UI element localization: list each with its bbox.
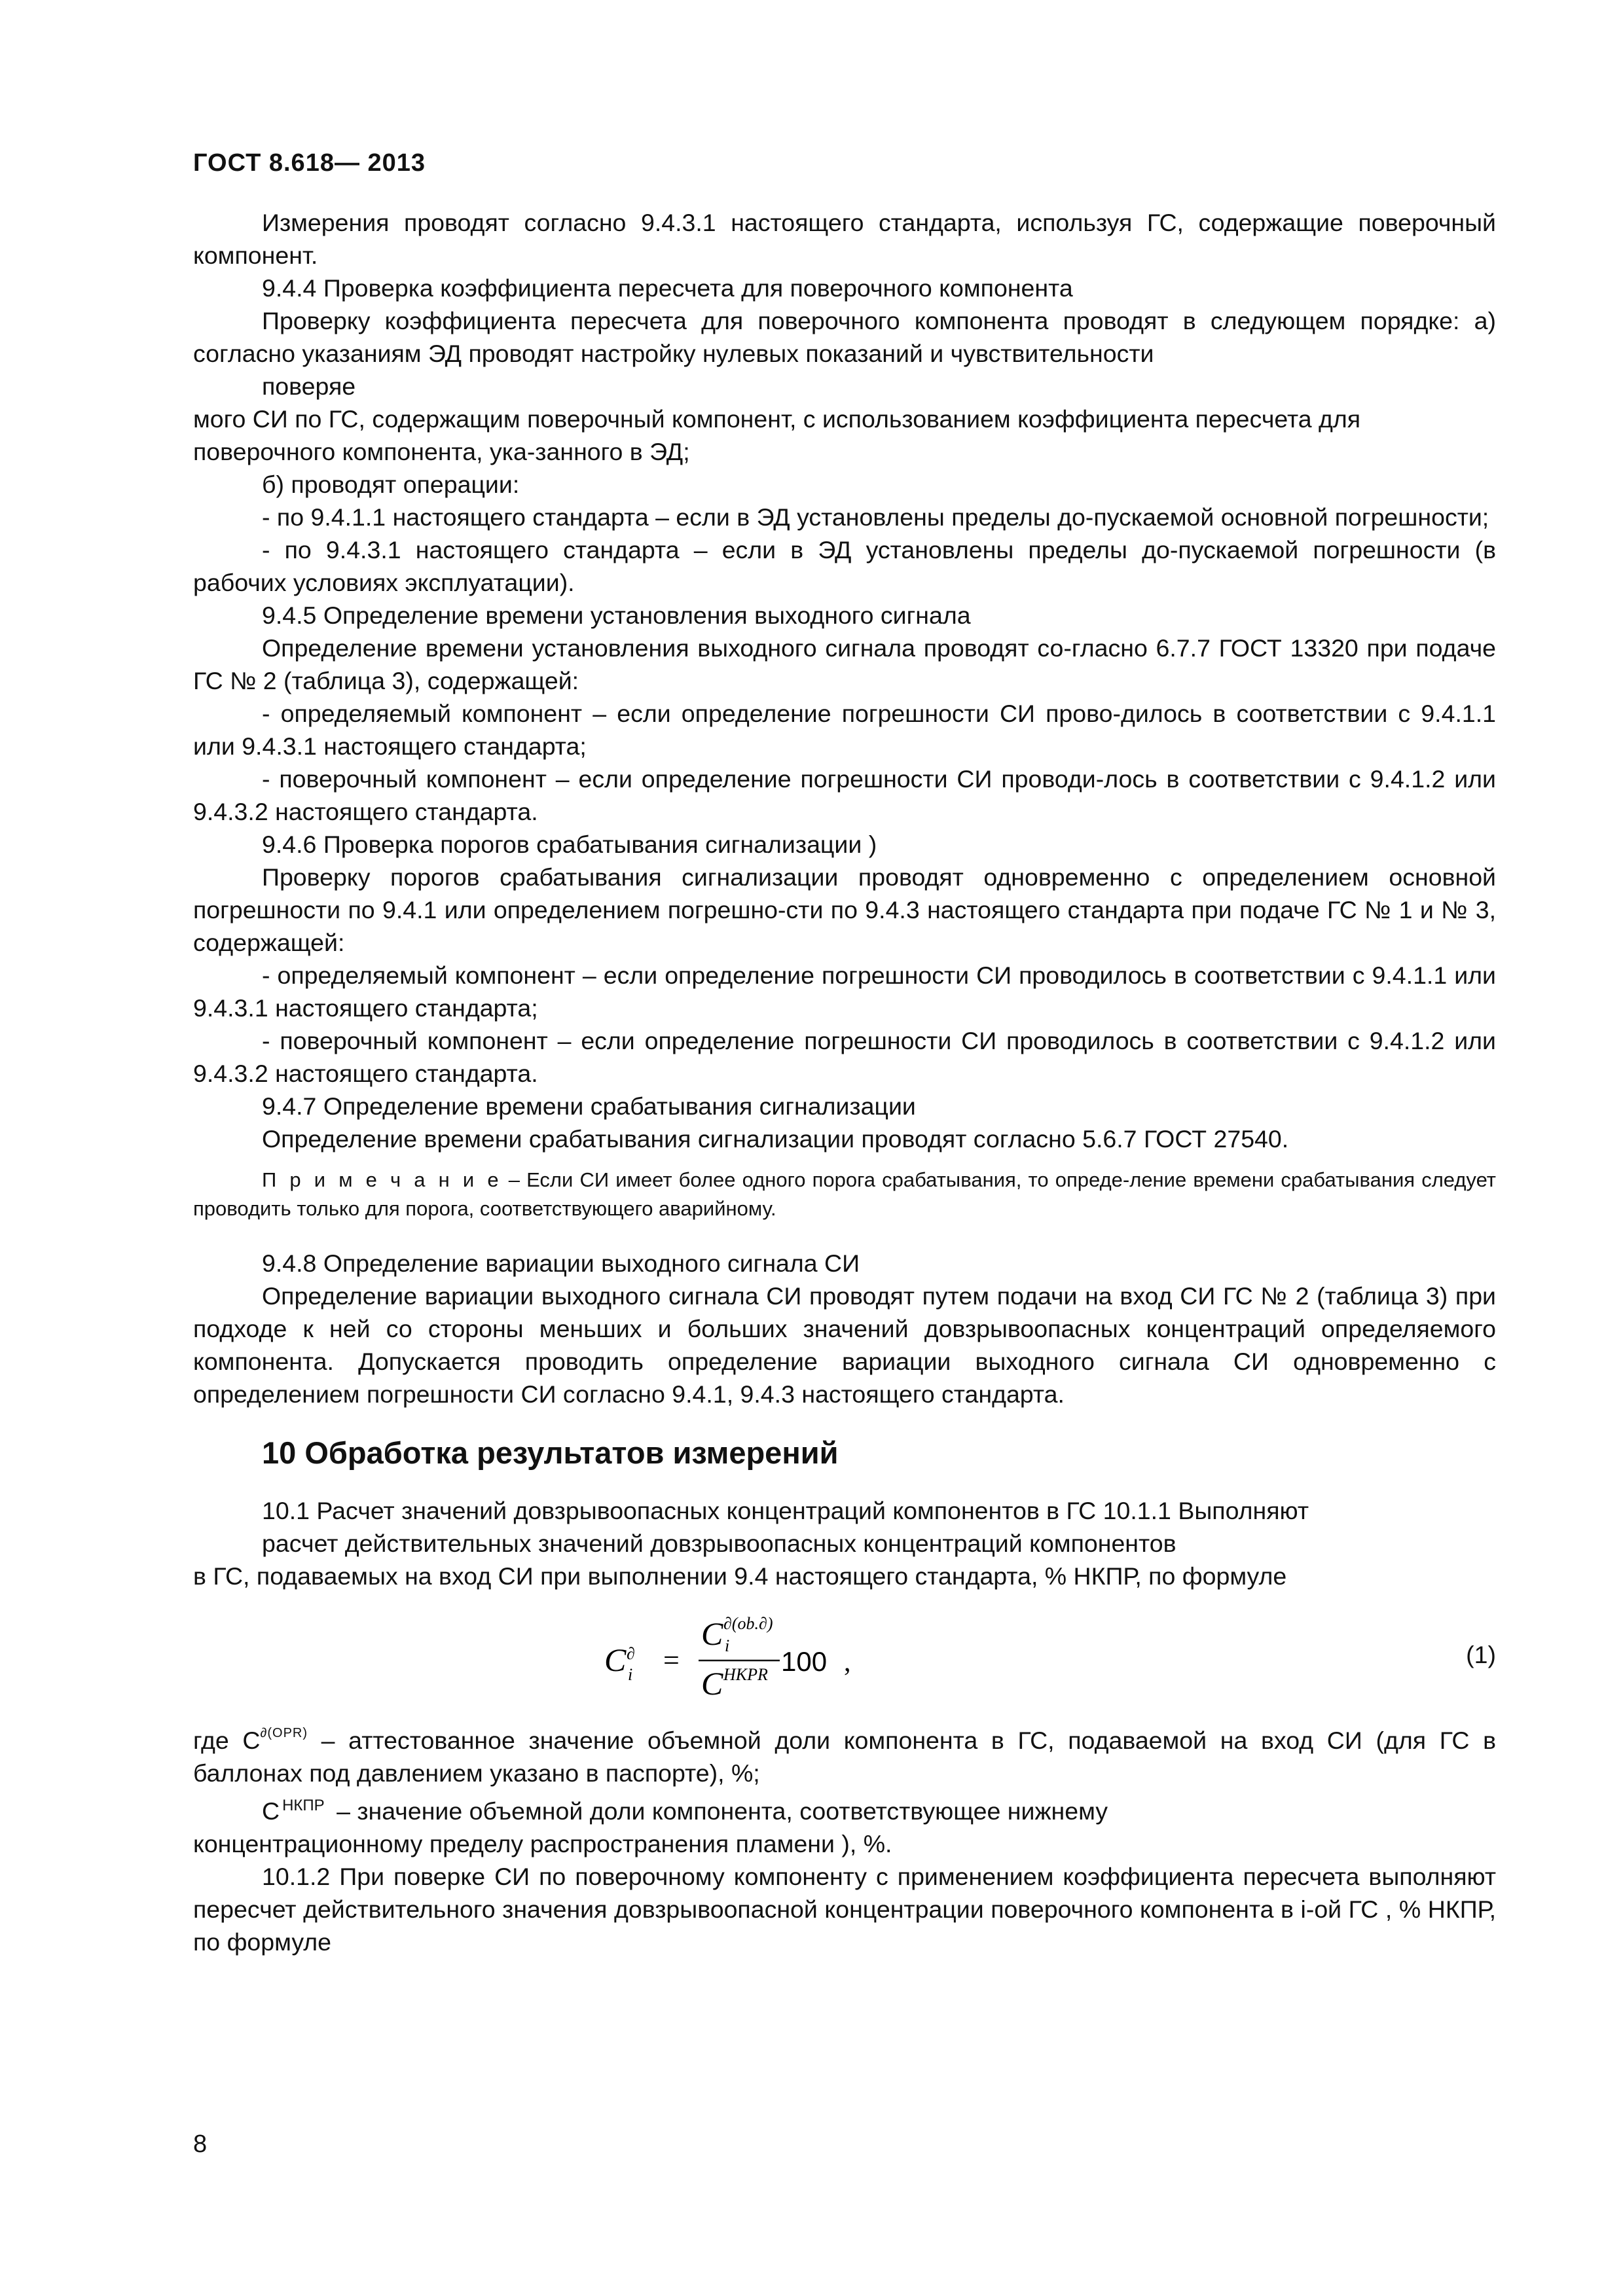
formula-num-sup: ∂(ob.∂) [723, 1614, 773, 1633]
formula-1 [604, 1607, 997, 1705]
paragraph: мого СИ по ГС, содержащим поверочный компонент, с использованием коэффициента пересчета для поверочного компонента, ука-занного в ЭД; [193, 405, 1361, 465]
formula-equals: = [663, 1644, 680, 1676]
definition-symbol: С [262, 1797, 280, 1825]
list-item: - поверочный компонент – если определение погрешности СИ проводилось в соответствии с 9.4.1.2 или 9.4.3.2 настоящего стандарта. [193, 1027, 1496, 1087]
paragraph: 10.1.2 При поверке СИ по поверочному компоненту с применением коэффициента пересчета выполняют пересчет действительного значения довзрывоопасной концентрации поверочного компонента в i-ой ГС , % НКПР, по формуле [193, 1863, 1496, 1956]
note-text: – Если СИ имеет более одного порога срабатывания, то опреде-ление времени срабатывания следует проводить только для порога, соответствующего аварийному. [193, 1168, 1496, 1220]
document-header: ГОСТ 8.618— 2013 [193, 149, 426, 177]
subsection-heading: 9.4.5 Определение времени установления выходного сигнала [262, 601, 971, 629]
paragraph: Определение времени установления выходного сигнала проводят со-гласно 6.7.7 ГОСТ 13320 при подаче ГС № 2 (таблица 3), содержащей: [193, 634, 1496, 694]
paragraph: Определение вариации выходного сигнала СИ проводят путем подачи на вход СИ ГС № 2 (таблица 3) при подходе к ней со стороны меньших и больших значений довзрывоопасных концентраций определяемого компонента. Допускается проводить определение вариации выходного сигнала СИ одновременно с определением погрешности СИ согласно 9.4.1, 9.4.3 настоящего стандарта. [193, 1282, 1496, 1408]
note-label: П р и м е ч а н и е [262, 1168, 502, 1191]
formula-number: (1) [1466, 1641, 1496, 1668]
formula-comma: , [844, 1647, 851, 1677]
page-number: 8 [193, 2130, 208, 2158]
formula-num-base: C [701, 1615, 723, 1652]
section-title: 10 Обработка результатов измерений [262, 1435, 839, 1470]
formula-den-base: C [701, 1665, 723, 1702]
paragraph: Измерения проводят согласно 9.4.3.1 настоящего стандарта, используя ГС, содержащие поверочный компонент. [193, 209, 1496, 269]
list-item: - по 9.4.3.1 настоящего стандарта – если в ЭД установлены пределы до-пускаемой погрешности (в рабочих условиях эксплуатации). [193, 536, 1496, 596]
paragraph: 10.1 Расчет значений довзрывоопасных концентраций компонентов в ГС 10.1.1 Выполняют [262, 1497, 1309, 1524]
definition-text: – аттестованное значение объемной доли компонента в ГС, подаваемой на вход СИ (для ГС в баллонах под давлением указано в паспорте), %; [193, 1727, 1496, 1787]
definition [193, 1717, 1496, 1789]
list-item: - определяемый компонент – если определение погрешности СИ прово-дилось в соответствии с 9.4.1.1 или 9.4.3.1 настоящего стандарта; [193, 700, 1496, 760]
subsection-heading: 9.4.7 Определение времени срабатывания сигнализации [262, 1092, 916, 1120]
paragraph: Определение времени срабатывания сигнализации проводят согласно 5.6.7 ГОСТ 27540. [262, 1125, 1289, 1153]
formula-lhs-base: C [604, 1641, 627, 1678]
subsection-heading: 9.4.6 Проверка порогов срабатывания сигнализации ) [262, 831, 877, 858]
document-body [193, 206, 1496, 1958]
subsection-heading: 9.4.8 Определение вариации выходного сигнала СИ [262, 1249, 860, 1277]
formula-row [193, 1607, 1496, 1705]
formula-lhs-sup: ∂ [627, 1644, 635, 1663]
definition [193, 1789, 1496, 1827]
formula-num-sub: i [725, 1636, 730, 1655]
list-item: - по 9.4.1.1 настоящего стандарта – если в ЭД установлены пределы до-пускаемой основной погрешности; [262, 503, 1489, 531]
formula-factor: 100 [781, 1646, 828, 1677]
paragraph: расчет действительных значений довзрывоопасных концентраций компонентов [262, 1530, 1176, 1557]
list-item: - определяемый компонент – если определение погрешности СИ проводилось в соответствии с 9.4.1.1 или 9.4.3.1 настоящего стандарта; [193, 961, 1496, 1022]
subsection-heading: 9.4.4 Проверка коэффициента пересчета для поверочного компонента [262, 274, 1073, 302]
list-item: - поверочный компонент – если определение погрешности СИ проводи-лось в соответствии с 9.4.1.2 или 9.4.3.2 настоящего стандарта. [193, 765, 1496, 825]
definition-symbol-sup: ∂(OPR) [260, 1726, 308, 1740]
paragraph: Проверку коэффициента пересчета для поверочного компонента проводят в следующем порядке: а) согласно указаниям ЭД проводят настройку нулевых показаний и чувствительности [193, 307, 1496, 367]
paragraph: в ГС, подаваемых на вход СИ при выполнении 9.4 настоящего стандарта, % НКПР, по формуле [193, 1562, 1287, 1590]
definition-continuation: концентрационному пределу распространения пламени ), %. [193, 1830, 892, 1857]
paragraph: Проверку порогов срабатывания сигнализации проводят одновременно с определением основной погрешности по 9.4.1 или определением погрешно-сти по 9.4.3 настоящего стандарта при подаче ГС № 1 и № 3, содержащей: [193, 863, 1496, 956]
formula-den-sup: HKPR [723, 1665, 768, 1684]
formula-lhs-sub: i [628, 1665, 633, 1684]
definition-text: – значение объемной доли компонента, соответствующее нижнему [329, 1797, 1108, 1825]
definition-symbol: где C [193, 1727, 261, 1754]
note [193, 1166, 1496, 1223]
paragraph: поверяе [262, 372, 356, 400]
paragraph: б) проводят операции: [262, 471, 520, 498]
definition-symbol-sup: НКПР [282, 1797, 325, 1814]
